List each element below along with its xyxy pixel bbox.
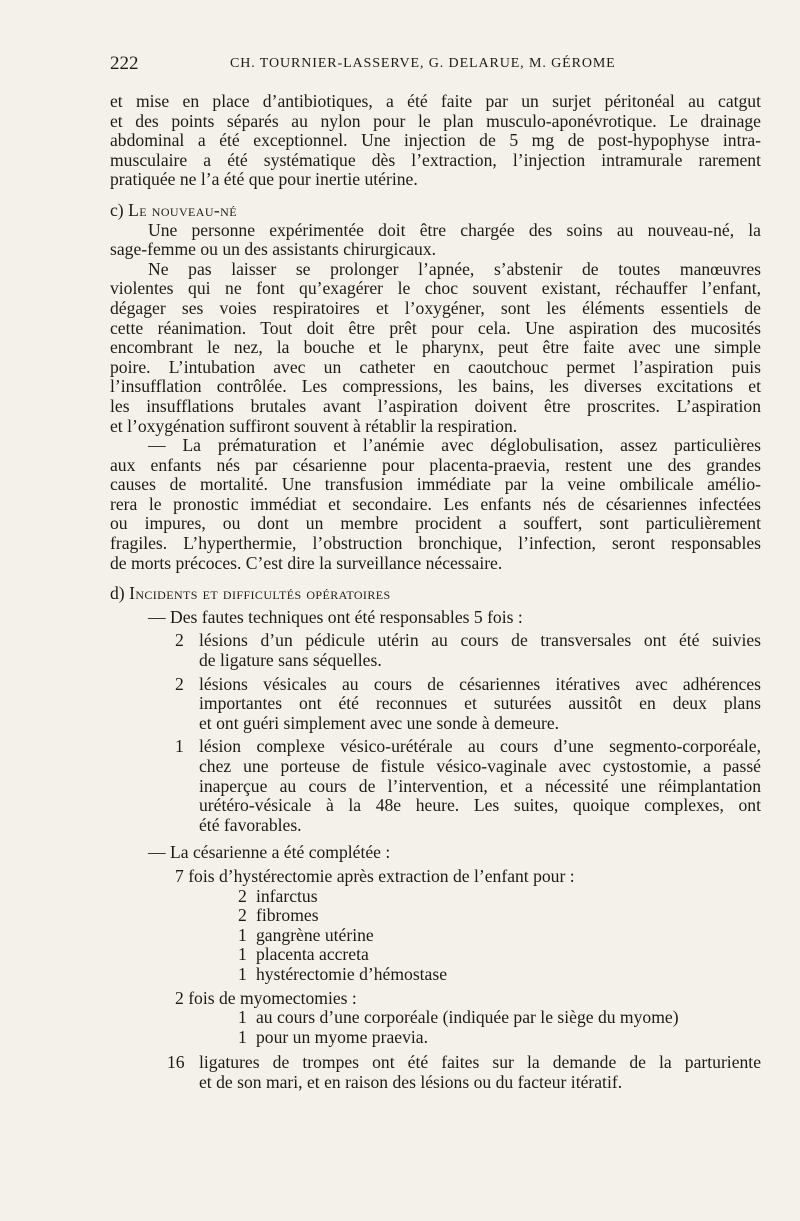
hysterectomy-item	[110, 926, 761, 946]
newborn-paragraph-3	[110, 436, 761, 573]
hysterectomy-item	[110, 887, 761, 907]
item-number: 1	[238, 963, 247, 984]
faults-intro: — Des fautes techniques ont été responsables 5 fois :	[148, 606, 523, 627]
hysterectomy-item	[110, 945, 761, 965]
page-number: 222	[110, 53, 139, 74]
fault-item	[110, 737, 761, 835]
myomectomy-intro: 2 fois de myomectomies :	[175, 987, 357, 1008]
text-line: aux enfants nés par césarienne pour placenta-praevia, restent une des grandes	[110, 454, 761, 475]
intro-paragraph	[110, 92, 761, 190]
item-number: 1	[238, 944, 247, 965]
item-text: pour un myome praevia.	[256, 1026, 428, 1047]
text-line: Une personne expérimentée doit être chargée des soins au nouveau-né, la	[148, 219, 761, 240]
text-line: ligatures de trompes ont été faites sur la demande de la parturiente	[199, 1052, 761, 1073]
section-letter: d)	[110, 583, 125, 604]
text-line: dégager ses voies respiratoires et l’oxygéner, sont les éléments essentiels de	[110, 297, 761, 318]
text-line: pratiquée ne l’a été que pour inertie utérine.	[110, 169, 418, 190]
item-number: 1	[238, 1007, 247, 1028]
item-text: gangrène utérine	[256, 924, 374, 945]
text-line: causes de mortalité. Une transfusion immédiate par la veine ombilicale amélio-	[110, 474, 761, 495]
fault-item	[110, 631, 761, 670]
hysterectomy-item	[110, 965, 761, 985]
section-c-heading	[110, 201, 761, 221]
hysterectomy-item	[110, 906, 761, 926]
text-line: fragiles. L’hyperthermie, l’obstruction bronchique, l’infection, seront responsables	[110, 533, 761, 554]
text-line: cette réanimation. Tout doit être prêt pour cela. Une aspiration des mucosités	[110, 317, 761, 338]
text-line: les insufflations brutales avant l’aspiration doivent être proscrites. L’aspiration	[110, 395, 761, 416]
item-number: 2	[238, 885, 247, 906]
item-number: 2	[175, 673, 184, 694]
text-line: et l’oxygénation suffiront souvent à rétablir la respiration.	[110, 415, 518, 436]
item-number: 2	[238, 905, 247, 926]
text-line: Ne pas laisser se prolonger l’apnée, s’abstenir de toutes manœuvres	[148, 258, 761, 279]
text-line: chez une porteuse de fistule vésico-vaginale avec cystostomie, a passé	[199, 756, 761, 776]
item-number: 16	[167, 1052, 185, 1073]
item-text: au cours d’une corporéale (indiquée par le siège du myome)	[256, 1007, 679, 1028]
text-line: encombrant le nez, la bouche et le pharynx, peut être faite avec une simple	[110, 337, 761, 358]
text-line: l’insufflation contrôlée. Les compressions, les bains, les diverses excitations et	[110, 376, 761, 397]
text-line: rera le pronostic immédiat et secondaire. Les enfants nés de césariennes infectées	[110, 493, 761, 514]
newborn-paragraph-1	[110, 221, 761, 260]
text-line: violentes qui ne font qu’exagérer le choc souvent existant, réchauffer l’enfant,	[110, 278, 761, 299]
item-text: placenta accreta	[256, 944, 369, 965]
item-number: 1	[175, 736, 184, 757]
text-line: importantes ont été reconnues et suturées aussitôt en deux plans	[199, 693, 761, 714]
item-number: 1	[238, 924, 247, 945]
text-line: et ont guéri simplement avec une sonde à demeure.	[199, 712, 560, 733]
item-number: 1	[238, 1026, 247, 1047]
text-line: lésion complexe vésico-urétérale au cours d’une segmento-corporéale,	[199, 736, 761, 757]
item-number: 2	[175, 630, 184, 651]
item-text: fibromes	[256, 905, 319, 926]
item-text: infarctus	[256, 885, 318, 906]
text-line: musculaire a été systématique dès l’extraction, l’injection intramurale rarement	[110, 149, 761, 170]
myomectomy-item	[110, 1028, 761, 1048]
fault-item	[110, 675, 761, 734]
text-line: de morts précoces. C’est dire la surveillance nécessaire.	[110, 552, 503, 573]
text-line: et des points séparés au nylon pour le plan musculo-aponévrotique. Le drainage	[110, 110, 761, 131]
text-line: sage-femme ou un des assistants chirurgicaux.	[110, 239, 437, 260]
section-letter: c)	[110, 199, 124, 220]
newborn-paragraph-2	[110, 260, 761, 436]
text-line: abdominal a été exceptionnel. Une injection de 5 mg de post-hypophyse intra-	[110, 130, 761, 151]
section-d-heading	[110, 584, 761, 604]
item-text: hystérectomie d’hémostase	[256, 963, 448, 984]
text-line: et mise en place d’antibiotiques, a été faite par un surjet péritonéal au catgut	[110, 91, 761, 111]
ligature-item	[110, 1053, 761, 1092]
text-line: inaperçue au cours de l’intervention, et a nécessité une réimplantation	[199, 775, 761, 796]
text-line: lésions d’un pédicule utérin au cours de transversales ont été suivies	[199, 630, 761, 651]
text-line: ou impures, ou dont un membre procident a souffert, sont particulièrement	[110, 513, 761, 534]
myomectomy-item	[110, 1008, 761, 1028]
section-title: Incidents et difficultés opératoires	[129, 583, 391, 604]
section-title: Le nouveau-né	[128, 199, 237, 220]
text-line: poire. L’intubation avec un catheter en caoutchouc permet l’aspiration puis	[110, 356, 761, 377]
body-text	[110, 92, 761, 1093]
text-line: et de son mari, et en raison des lésions ou du facteur itératif.	[199, 1071, 623, 1092]
text-line: de ligature sans séquelles.	[199, 650, 382, 671]
hysterectomy-intro: 7 fois d’hystérectomie après extraction de l’enfant pour :	[175, 865, 575, 886]
completed-intro: — La césarienne a été complétée :	[148, 842, 391, 863]
text-line: été favorables.	[199, 814, 302, 835]
text-line: — La prématuration et l’anémie avec déglobulisation, assez particulières	[148, 435, 761, 456]
text-line: urétéro-vésicale à la 48e heure. Les suites, quoique complexes, ont	[199, 795, 761, 816]
text-line: lésions vésicales au cours de césariennes itératives avec adhérences	[199, 673, 761, 694]
running-header: CH. TOURNIER-LASSERVE, G. DELARUE, M. GÉROME	[230, 56, 616, 71]
